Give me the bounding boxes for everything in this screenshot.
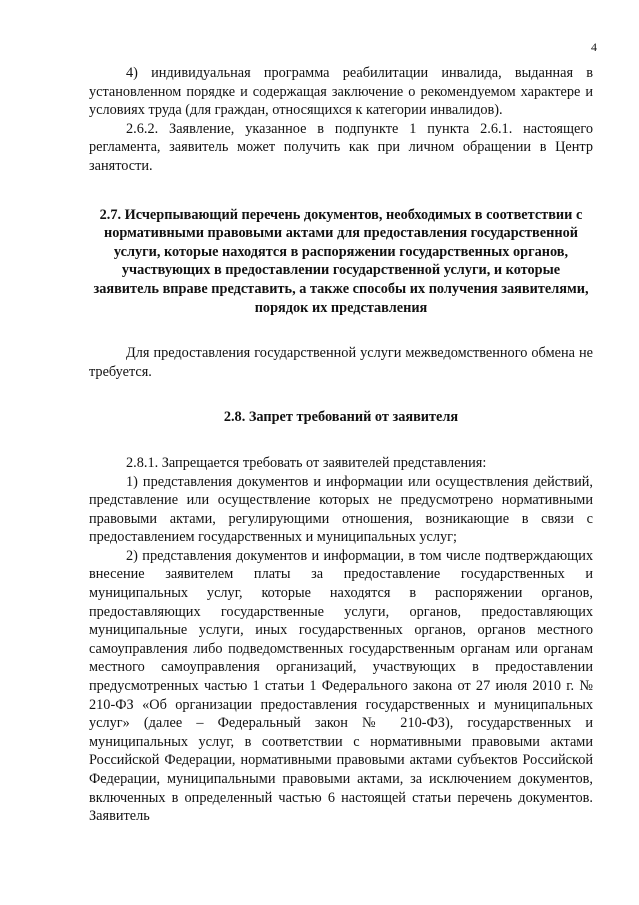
paragraph-2-7-text: Для предоставления государственной услуги межведомственного обмена не требуется. [89,345,593,380]
document-body [89,64,593,826]
paragraph-item-4: 4) индивидуальная программа реабилитации инвалида, выданная в установленном порядке и содержащая заключение о рекомендуемом характере и условиях труда (для граждан, относящихся к категории инвалидов). [89,65,593,119]
paragraph-2-8-1: 2.8.1. Запрещается требовать от заявителей представления: [126,454,487,471]
paragraph-2-6-2: 2.6.2. Заявление, указанное в подпункте 1 пункта 2.6.1. настоящего регламента, заявитель может получить как при личном обращении в Центр занятости. [89,120,593,174]
paragraph-2-8-1-item-2: 2) представления документов и информации, в том числе подтверждающих внесение заявителем платы за предоставление государственных и муниципальных услуг, которые находятся в распоряжении органов, предоставляющих государственные услуги, органов, предоставляющих муниципальные услуги, иных государственных органов, органов местного самоуправления либо подведомственных государственным органам или органам местного самоуправления организаций, участвующих в предоставлении предусмотренных частью 1 статьи 1 Федерального закона от 27 июля 2010 г. № 210-ФЗ «Об организации предоставления государственных и муниципальных услуг» (далее – Федеральный закон № 210-ФЗ), государственных и муниципальных услуг, в соответствии с нормативными правовыми актами Российской Федерации, нормативными правовыми актами субъектов Российской Федерации, муниципальными правовыми актами, за исключением документов, включенных в определенный частью 6 настоящей статьи перечень документов. Заявитель [89,547,593,825]
section-heading-2-8: 2.8. Запрет требований от заявителя [223,409,459,426]
paragraph-2-8-1-item-1: 1) представления документов и информации или осуществления действий, представление или осуществление которых не предусмотрено нормативными правовыми актами, регулирующими отношения, возникающие в связи с предоставлением государственных и муниципальных услуг; [89,473,593,546]
page-number: 4 [591,40,597,54]
section-heading-2-7: 2.7. Исчерпывающий перечень документов, необходимых в соответствии с нормативными правовыми актами для предоставления государственной услуги, которые находятся в распоряжении государственных органов, участвующих в предоставлении государственной услуги, и которые заявитель вправе представить, а также способы их получения заявителями, порядок их представления [93,206,589,316]
